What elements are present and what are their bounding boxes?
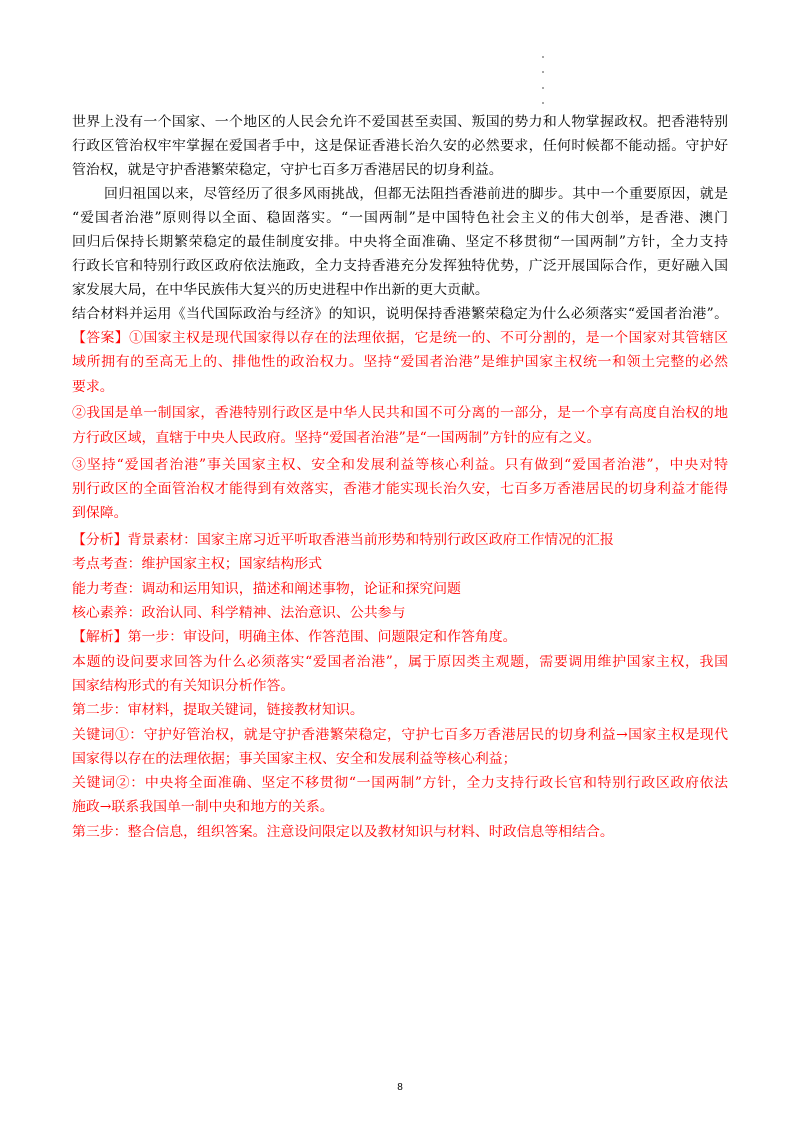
explanation-step-1: [72, 625, 728, 649]
text-line: 要求。: [72, 378, 114, 395]
text-line: 本题的设问要求回答为什么必须落实“爱国者治港”，属于原因类主观题，需要调用维护国家主权，我国: [72, 653, 728, 670]
explanation-text: 第一步：审设问，明确主体、作答范围、问题限定和作答角度。: [127, 629, 517, 646]
text-line: 行政长官和特别行政区政府依法施政，全力支持香港充分发挥独特优势，广泛开展国际合作，更好融入国: [72, 258, 728, 274]
material-paragraph-1: [72, 110, 728, 182]
analysis-background: [72, 528, 728, 552]
margin-dot: [542, 102, 544, 104]
analysis-text: 背景素材：国家主席习近平听取香港当前形势和特别行政区政府工作情况的汇报: [127, 532, 614, 549]
text-line: 国家结构形式的有关知识分析作答。: [72, 677, 295, 694]
keyword-1-line: 关键词①：守护好管治权，就是守护香港繁荣稳定，守护七百多万香港居民的切身利益→国家主权是现代: [72, 726, 728, 743]
text-line: 回归后保持长期繁荣稳定的最佳制度安排。中央将全面准确、坚定不移贯彻“一国两制”方针，全力支持: [72, 234, 728, 250]
text-line: [72, 326, 728, 350]
text-line: 回归祖国以来，尽管经历了很多风雨挑战，但都无法阻挡香港前进的脚步。其中一个重要原因，就是: [104, 186, 728, 202]
explanation-step-2: 第二步：审材料，提取关键词，链接教材知识。: [72, 702, 364, 719]
margin-dot: [542, 87, 544, 89]
keyword-2-line: 施政→联系我国单一制中央和地方的关系。: [72, 799, 334, 816]
margin-dots: [542, 56, 546, 108]
explanation-section: [72, 625, 728, 844]
answer-point-2: [72, 401, 728, 450]
text-line: 方行政区域，直辖于中央人民政府。坚持“爱国者治港”是“一国两制”方针的应有之义。: [72, 429, 601, 446]
text-line: ③坚持“爱国者治港”事关国家主权、安全和发展利益等核心利益。只有做到“爱国者治港”，中央对特: [72, 456, 728, 473]
analysis-section: [72, 528, 728, 625]
page-number: 8: [397, 1082, 403, 1093]
analysis-ability: 能力考查：调动和运用知识，描述和阐述事物，论证和探究问题: [72, 580, 461, 597]
answer-text: ①国家主权是现代国家得以存在的法理依据，它是统一的、不可分割的，是一个国家对其管辖区: [129, 330, 728, 346]
answer-label: 【答案】: [72, 330, 130, 346]
text-line: 世界上没有一个国家、一个地区的人民会允许不爱国甚至卖国、叛国的势力和人物掌握政权。把香港特别: [72, 114, 728, 130]
margin-dot: [542, 56, 544, 58]
answer-point-1: [72, 326, 728, 399]
text-line: 行政区管治权牢牢掌握在爱国者手中，这是保证香港长治久安的必然要求，任何时候都不能动摇。守护好: [72, 138, 728, 154]
margin-dot: [542, 71, 544, 73]
text-line: 到保障。: [72, 505, 128, 522]
text-line: 管治权，就是守护香港繁荣稳定，守护七百多万香港居民的切身利益。: [72, 162, 503, 178]
document-body: [72, 110, 728, 844]
explanation-label: 【解析】: [72, 629, 128, 646]
analysis-exam-points: 考点考查：维护国家主权；国家结构形式: [72, 556, 323, 573]
material-paragraph-2: [72, 182, 728, 302]
keyword-1-line: 国家得以存在的法理依据；事关国家主权、安全和发展利益等核心利益；: [72, 750, 517, 767]
text-line: 域所拥有的至高无上的、排他性的政治权力。坚持“爱国者治港”是维护国家主权统一和领土完整的必然: [72, 354, 728, 371]
text-line: 家发展大局，在中华民族伟大复兴的历史进程中作出新的更大贡献。: [72, 282, 489, 298]
answer-point-3: [72, 453, 728, 526]
answer-section: [72, 326, 728, 844]
question-text: 结合材料并运用《当代国际政治与经济》的知识，说明保持香港繁荣稳定为什么必须落实“爱国者治港”。: [72, 306, 728, 322]
question: [72, 302, 728, 326]
analysis-label: 【分析】: [72, 532, 128, 549]
text-line: ②我国是单一制国家，香港特别行政区是中华人民共和国不可分离的一部分，是一个享有高度自治权的地: [72, 405, 728, 422]
explanation-step-3: 第三步：整合信息，组织答案。注意设问限定以及教材知识与材料、时政信息等相结合。: [72, 823, 614, 840]
text-line: “爱国者治港”原则得以全面、稳固落实。“一国两制”是中国特色社会主义的伟大创举，是香港、澳门: [72, 210, 728, 226]
text-line: 别行政区的全面管治权才能得到有效落实，香港才能实现长治久安，七百多万香港居民的切身利益才能得: [72, 480, 728, 497]
analysis-core-literacy: 核心素养：政治认同、科学精神、法治意识、公共参与: [72, 605, 406, 622]
keyword-2-line: 关键词②：中央将全面准确、坚定不移贯彻“一国两制”方针，全力支持行政长官和特别行政区政府依法: [72, 775, 728, 792]
